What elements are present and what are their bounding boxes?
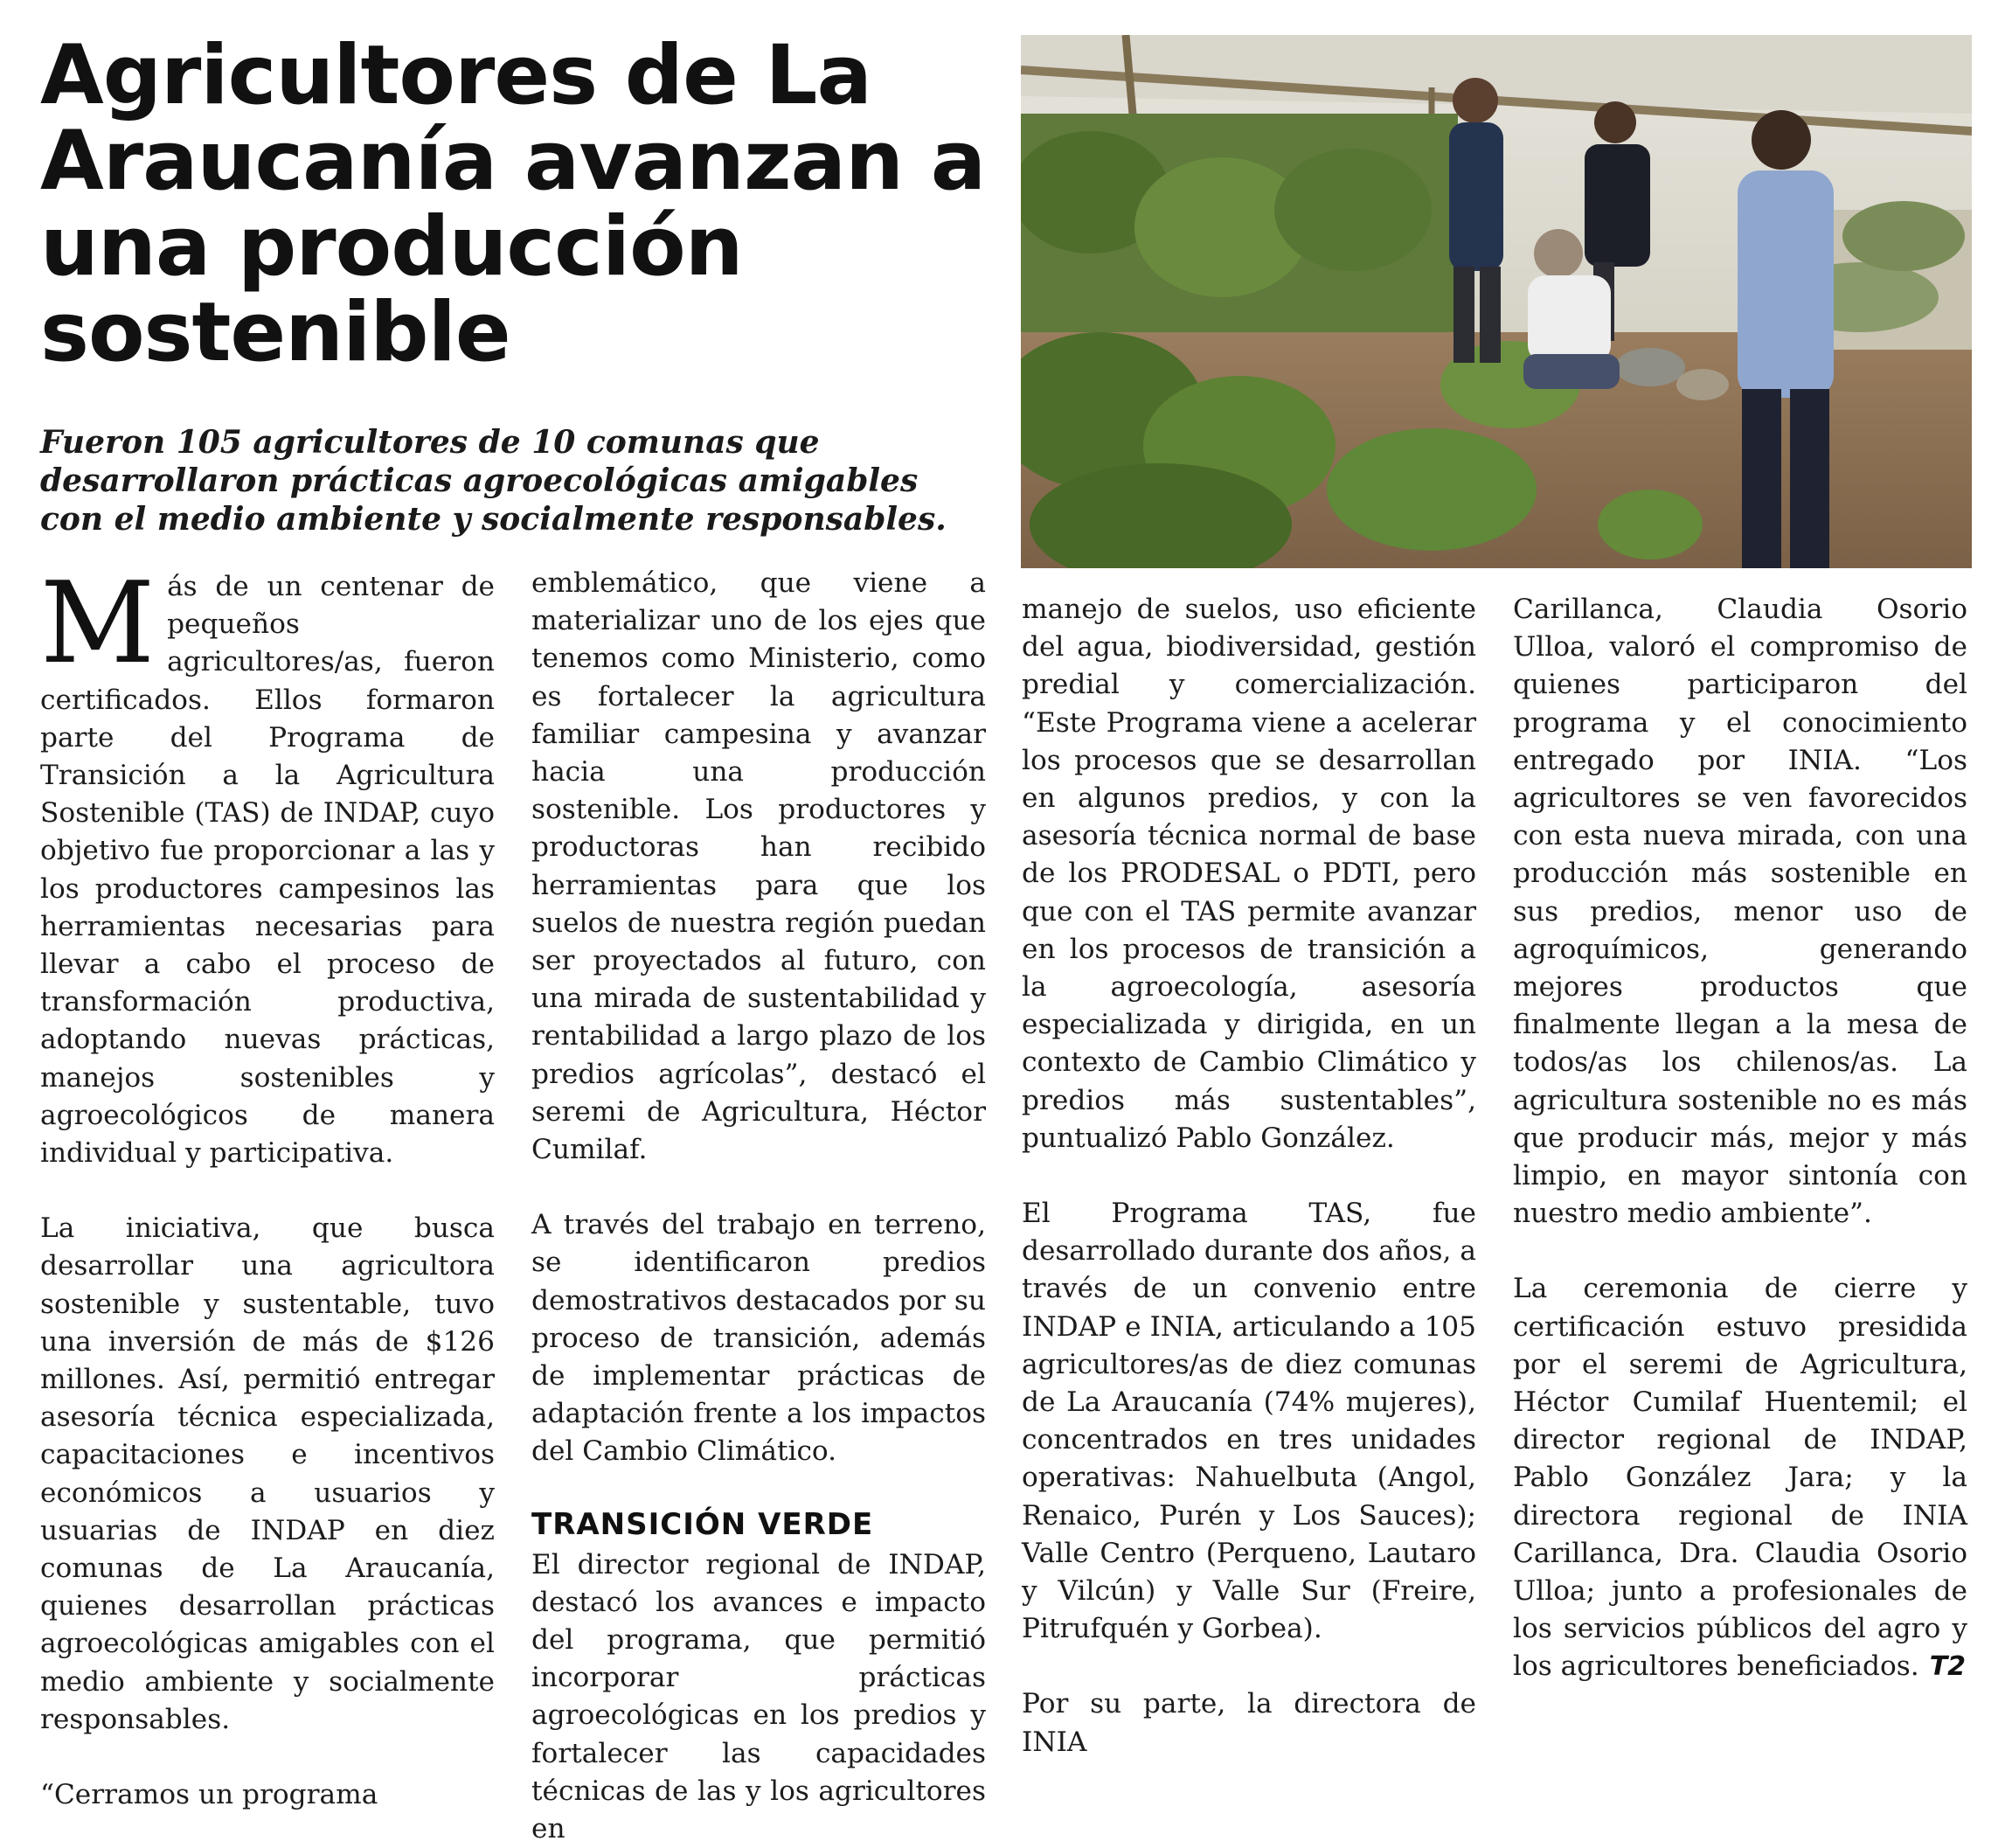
paragraph: manejo de suelos, uso eficiente del agua, biodiversidad, gestión predial y comercialización. “Este Programa viene a acelerar los procesos que se desarrollan en algunos predios, y con la asesoría técnica normal de base de los PRODESAL o PDTI, pero que con el TAS permite avanzar en los procesos de transición a la agroecología, asesoría especializada y dirigida, en un contexto de Cambio Climático y predios más sustentables”, puntualizó Pablo González. — [1022, 594, 1476, 1154]
drop-cap: M — [40, 559, 156, 689]
paragraph-text: La ceremonia de cierre y certificación estuvo presidida por el seremi de Agricultura, Héctor Cumilaf Huentemil; el director regional de INDAP, Pablo González Jara; y la directora regional de INIA Carillanca, Dra. Claudia Osorio Ulloa; junto a profesionales de los servicios públicos del agro y los agricultores beneficiados. — [1513, 1273, 1967, 1683]
deck-subtitle: Fueron 105 agricultores de 10 comunas que desarrollaron prácticas agroecológicas amigables con el medio ambiente y socialmente responsables. — [40, 424, 947, 538]
column-4 — [1513, 591, 1967, 1686]
column-1 — [40, 559, 495, 1814]
paragraph: El Programa TAS, fue desarrollado durante dos años, a través de un convenio entre INDAP e INIA, articulando a 105 agricultores/as de diez comunas de La Araucanía (74% mujeres), concentrados en tres unidades operativas: Nahuelbuta (Angol, Renaico, Purén y Los Sauces); Valle Centro (Perqueno, Lautaro y Vilcún) y Valle Sur (Freire, Pitrufquén y Gorbea). — [1022, 1198, 1476, 1645]
paragraph — [40, 559, 495, 1172]
paragraph: Por su parte, la directora de INIA — [1022, 1688, 1476, 1758]
column-2 — [531, 565, 986, 1848]
paragraph: Carillanca, Claudia Osorio Ulloa, valoró el compromiso de quienes participaron del programa y el conocimiento entregado por INIA. “Los agricultores se ven favorecidos con esta nueva mirada, con una producción más sostenible en sus predios, menor uso de agroquímicos, generando mejores productos que finalmente llegan a la mesa de todos/as los chilenos/as. La agricultura sostenible no es más que producir más, mejor y más limpio, en mayor sintonía con nuestro medio ambiente”. — [1513, 594, 1967, 1230]
end-mark-logo: T2 — [1929, 1651, 1967, 1683]
paragraph: La iniciativa, que busca desarrollar una agricultora sostenible y sustentable, tuvo una inversión de más de $126 millones. Así, permitió entregar asesoría técnica especializada, capacitaciones e incentivos económicos a usuarios y usuarias de INDAP en diez comunas de La Araucanía, quienes desarrollan prácticas agroecológicas amigables con el medio ambiente y socialmente responsables. — [40, 1212, 495, 1735]
section-subhead: TRANSICIÓN VERDE — [531, 1506, 874, 1542]
paragraph: emblemático, que viene a materializar uno de los ejes que tenemos como Ministerio, como es fortalecer la agricultura familiar campesina y avanzar hacia una producción sostenible. Los productores y productoras han recibido herramientas para que los suelos de nuestra región puedan ser proyectados al futuro, con una mirada de sustentabilidad y rentabilidad a largo plazo de los predios agrícolas”, destacó el seremi de Agricultura, Héctor Cumilaf. — [531, 567, 986, 1166]
greenhouse-photo — [1021, 35, 1972, 568]
column-3 — [1022, 591, 1476, 1761]
headline: Agricultores de La Araucanía avanzan a una producción sostenible — [40, 28, 986, 380]
paragraph — [1513, 1270, 1967, 1685]
paragraph: El director regional de INDAP, destacó los avances e impacto del programa, que permitió incorporar prácticas agroecológicas en los predios y fortalecer las capacidades técnicas de las y los agricultores en — [531, 1548, 986, 1845]
greenhouse-photo-illustration — [1021, 35, 1972, 568]
paragraph: “Cerramos un programa — [40, 1779, 378, 1811]
paragraph: A través del trabajo en terreno, se identificaron predios demostrativos destacados por su proceso de transición, además de implementar prácticas de adaptación frente a los impactos del Cambio Climático. — [531, 1209, 986, 1468]
paragraph-text: ás de un centenar de pequeños agricultores/as, fueron certificados. Ellos formaron parte del Programa de Transición a la Agricultura Sostenible (TAS) de INDAP, cuyo objetivo fue proporcionar a las y los productores campesinos las herramientas necesarias para llevar a cabo el proceso de transformación productiva, adoptando nuevas prácticas, manejos sostenibles y agroecológicos de manera individual y participativa. — [40, 571, 495, 1170]
